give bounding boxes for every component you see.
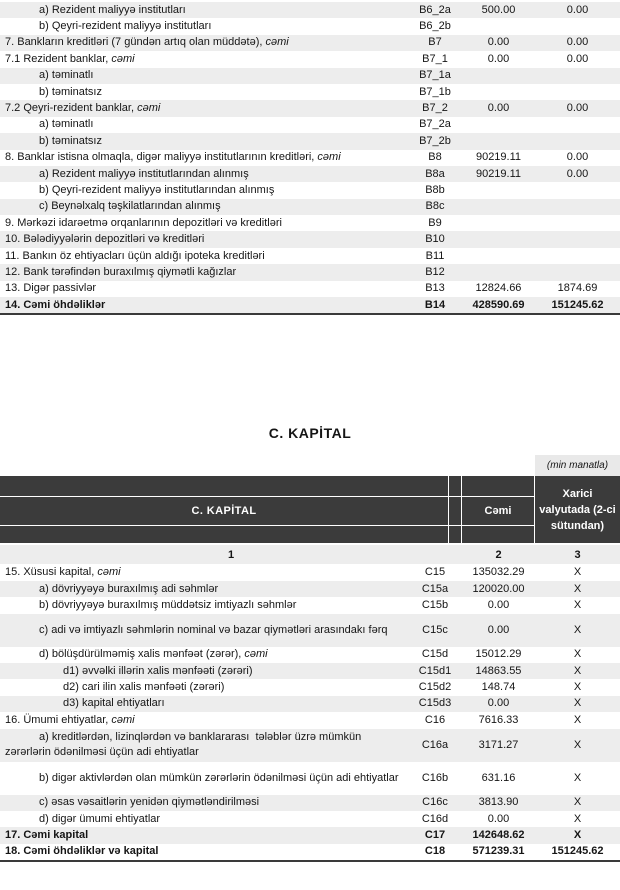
row-label <box>0 298 408 313</box>
row-total-value: 0.00 <box>487 623 510 636</box>
row-label <box>0 713 408 728</box>
table-row <box>0 827 620 843</box>
row-label <box>0 647 408 662</box>
row-label <box>0 696 408 711</box>
row-label-text: b) Qeyri-rezident maliyyə institutları <box>39 20 212 33</box>
row-label <box>0 101 408 116</box>
table-row <box>0 597 620 613</box>
row-total-value: 631.16 <box>481 771 516 784</box>
unit-note: (min manatla) <box>535 455 620 476</box>
row-fx-value: X <box>573 566 582 579</box>
row-code: C15d1 <box>418 664 452 677</box>
row-label-text: 13. Digər passivlər <box>5 282 97 295</box>
row-label-text: a) təminatlı <box>39 69 94 82</box>
row-label-text: 7. Bankların kreditləri (7 gündən artıq olan müddətə), <box>5 36 266 49</box>
table-row <box>0 150 620 166</box>
row-code: B8c <box>425 200 445 213</box>
table-row <box>0 182 620 198</box>
row-code: B7_1b <box>419 85 451 98</box>
row-label-text: d) digər ümumi ehtiyatlar <box>39 812 161 825</box>
table-row <box>0 84 620 100</box>
row-total-value: 428590.69 <box>472 298 525 311</box>
row-code: C15 <box>424 566 446 579</box>
row-label-text: c) əsas vəsaitlərin yenidən qiymətləndirilməsi <box>39 796 260 809</box>
row-fx-value: X <box>573 771 582 784</box>
row-code: C15a <box>421 582 449 595</box>
table-row <box>0 133 620 149</box>
table-row <box>0 795 620 811</box>
row-code: C15b <box>421 598 449 611</box>
row-label-italic-suffix: cəmi <box>244 648 268 661</box>
row-label-italic-suffix: cəmi <box>137 102 161 115</box>
row-fx-value: X <box>573 829 582 842</box>
row-label <box>0 844 408 859</box>
row-label-text: d2) cari ilin xalis mənfəəti (zərəri) <box>63 681 225 694</box>
row-code: B11 <box>425 249 445 262</box>
row-code: B7_2a <box>419 118 451 131</box>
table-row <box>0 844 620 860</box>
table-row <box>0 679 620 695</box>
liabilities-table <box>0 2 620 315</box>
row-total-value: 12824.66 <box>475 282 522 295</box>
row-label <box>0 183 408 198</box>
table-row <box>0 117 620 133</box>
row-label <box>0 582 408 597</box>
row-fx-value: X <box>573 582 582 595</box>
row-code: B7_2 <box>422 102 448 115</box>
row-fx-value: X <box>573 664 582 677</box>
index-col-3: 3 <box>574 548 581 561</box>
table-row <box>0 2 620 18</box>
row-fx-value: X <box>573 796 582 809</box>
row-label <box>0 3 408 18</box>
row-label-italic-suffix: cəmi <box>317 151 341 164</box>
row-label-text: d) bölüşdürülməmiş xalis mənfəət (zərər), <box>39 648 245 661</box>
row-label <box>0 85 408 100</box>
table-row <box>0 51 620 67</box>
row-label-text: b) digər aktivlərdən olan mümkün zərərlərin ödənilməsi üçün adi ehtiyatlar <box>39 771 399 784</box>
row-label-text: c) adi və imtiyazlı səhmlərin nominal və bazar qiymətləri arasındakı fərq <box>39 623 388 636</box>
row-fx-value: X <box>573 713 582 726</box>
row-total-value: 0.00 <box>487 102 510 115</box>
row-label-italic-suffix: cəmi <box>111 52 135 65</box>
row-label <box>0 35 408 50</box>
row-label <box>0 199 408 214</box>
row-code: B8a <box>425 167 445 180</box>
header-filler <box>449 476 461 496</box>
table-row <box>0 231 620 247</box>
table-row <box>0 762 620 795</box>
row-code: C15d2 <box>418 681 452 694</box>
row-label <box>0 680 408 695</box>
row-total-value: 15012.29 <box>475 648 522 661</box>
row-label <box>0 249 408 264</box>
row-fx-value: 151245.62 <box>551 845 604 858</box>
row-code: B9 <box>428 216 442 229</box>
row-label <box>0 117 408 132</box>
row-label-text: a) təminatlı <box>39 118 94 131</box>
table-row <box>0 35 620 51</box>
row-total-value: 3171.27 <box>478 738 519 751</box>
table-row <box>0 614 620 647</box>
row-label <box>0 134 408 149</box>
row-total-value: 0.00 <box>487 36 510 49</box>
row-label-text: 14. Cəmi öhdəliklər <box>5 298 106 311</box>
row-label-text: a) Rezident maliyyə institutlarından alınmış <box>39 167 249 180</box>
row-total-value: 7616.33 <box>478 713 519 726</box>
row-label-text: 17. Cəmi kapital <box>5 829 89 842</box>
row-fx-value: X <box>573 697 582 710</box>
table-row <box>0 248 620 264</box>
row-total-value: 0.00 <box>487 812 510 825</box>
table-row <box>0 18 620 34</box>
row-code: B12 <box>425 265 445 278</box>
table-row <box>0 647 620 663</box>
row-label-text: a) dövriyyəyə buraxılmış adi səhmlər <box>39 582 219 595</box>
row-code: C17 <box>424 829 446 842</box>
row-fx-value: 0.00 <box>566 151 589 164</box>
row-code: B8 <box>428 151 442 164</box>
table-row <box>0 663 620 679</box>
row-label-text: 15. Xüsusi kapital, <box>5 566 98 579</box>
row-code: B7_1a <box>419 69 451 82</box>
table-row <box>0 729 620 762</box>
table-row <box>0 811 620 827</box>
row-label-text: c) Beynəlxalq təşkilatlarından alınmış <box>39 200 221 213</box>
row-label-italic-suffix: cəmi <box>265 36 289 49</box>
row-label-text: d1) əvvəlki illərin xalis mənfəəti (zərəri) <box>63 664 253 677</box>
row-label-text: 8. Banklar istisna olmaqla, digər maliyyə institutlarının kreditləri, <box>5 151 318 164</box>
row-label <box>0 730 408 760</box>
row-label <box>0 19 408 34</box>
report-page <box>0 2 620 890</box>
row-label <box>0 216 408 231</box>
row-label-text: 11. Bankın öz ehtiyacları üçün aldığı ipoteka kreditləri <box>5 249 265 262</box>
capital-section-title: C. KAPİTAL <box>268 425 352 442</box>
index-col-1: 1 <box>227 548 235 561</box>
row-fx-value: X <box>573 812 582 825</box>
table-row <box>0 215 620 231</box>
row-code: C16 <box>424 713 446 726</box>
row-code: C16b <box>421 771 449 784</box>
row-fx-value: 0.00 <box>566 102 589 115</box>
unit-note-row <box>0 455 620 476</box>
row-fx-value: 0.00 <box>566 167 589 180</box>
row-label <box>0 565 408 580</box>
row-label <box>0 281 408 296</box>
header-filler <box>462 526 534 543</box>
header-filler <box>0 476 448 496</box>
row-code: B7_2b <box>419 134 451 147</box>
row-code: B6_2b <box>419 20 451 33</box>
row-fx-value: X <box>573 623 582 636</box>
row-code: C16d <box>421 812 449 825</box>
row-total-value: 148.74 <box>481 681 516 694</box>
header-filler <box>462 476 534 496</box>
row-label <box>0 68 408 83</box>
row-label <box>0 828 408 843</box>
table-row <box>0 166 620 182</box>
row-code: B10 <box>425 233 445 246</box>
row-code: B8b <box>425 183 445 196</box>
row-label-text: 18. Cəmi öhdəliklər və kapital <box>5 845 159 858</box>
table-row <box>0 712 620 728</box>
row-fx-value: 151245.62 <box>551 298 604 311</box>
row-total-value: 0.00 <box>487 697 510 710</box>
row-fx-value: X <box>573 738 582 751</box>
row-label-text: a) Rezident maliyyə institutları <box>39 3 186 16</box>
row-fx-value: X <box>573 648 582 661</box>
row-label-italic-suffix: cəmi <box>97 566 121 579</box>
header-filler <box>449 497 461 525</box>
row-fx-value: X <box>573 598 582 611</box>
row-label-text: 9. Mərkəzi idarəetmə orqanlarının depozitləri və kreditləri <box>5 216 282 229</box>
row-label <box>0 265 408 280</box>
row-code: B7_1 <box>422 52 448 65</box>
row-code: C15c <box>422 623 448 636</box>
row-label <box>0 52 408 67</box>
row-code: C16c <box>422 796 448 809</box>
row-label-italic-suffix: cəmi <box>111 713 135 726</box>
row-total-value: 0.00 <box>487 598 510 611</box>
row-code: B13 <box>425 282 445 295</box>
row-label <box>0 812 408 827</box>
row-label <box>0 150 408 165</box>
row-label-text: 10. Bələdiyyələrin depozitləri və kreditləri <box>5 233 205 246</box>
table-row <box>0 297 620 313</box>
row-label-text: a) kreditlərdən, lizinqlərdən və banklararası tələblər üzrə mümkün zərərlərin ödənilməsi üçün adi ehtiyatlar <box>5 731 365 759</box>
row-total-value: 0.00 <box>487 52 510 65</box>
row-fx-value: 0.00 <box>566 3 589 16</box>
row-code: B14 <box>424 298 446 311</box>
row-total-value: 142648.62 <box>472 829 525 842</box>
table-row <box>0 581 620 597</box>
row-fx-value: 0.00 <box>566 36 589 49</box>
row-total-value: 3813.90 <box>478 796 519 809</box>
row-total-value: 500.00 <box>481 3 516 16</box>
row-label-text: 12. Bank tərəfindən buraxılmış qiymətli kağızlar <box>5 265 237 278</box>
row-label <box>0 771 408 786</box>
row-total-value: 135032.29 <box>472 566 525 579</box>
header-total-cell: Cəmi <box>462 497 534 525</box>
table-row <box>0 696 620 712</box>
row-code: C15d <box>421 648 449 661</box>
header-title-cell: C. KAPİTAL <box>0 497 448 525</box>
row-label <box>0 795 408 810</box>
row-label-text: 7.2 Qeyri-rezident banklar, <box>5 102 138 115</box>
index-col-2: 2 <box>495 548 502 561</box>
row-label <box>0 232 408 247</box>
table-row <box>0 564 620 580</box>
row-total-value: 90219.11 <box>475 167 522 180</box>
header-filler <box>0 526 448 543</box>
row-label <box>0 598 408 613</box>
row-total-value: 90219.11 <box>475 151 522 164</box>
row-code: C16a <box>421 738 449 751</box>
row-code: C15d3 <box>418 697 452 710</box>
table-row <box>0 264 620 280</box>
capital-table <box>0 564 620 862</box>
row-fx-value: 0.00 <box>566 52 589 65</box>
row-label-text: 7.1 Rezident banklar, <box>5 52 112 65</box>
row-total-value: 120020.00 <box>472 582 525 595</box>
table-row <box>0 68 620 84</box>
row-label <box>0 664 408 679</box>
row-code: B6_2a <box>419 3 451 16</box>
table-row <box>0 100 620 116</box>
row-label-text: d3) kapital ehtiyatları <box>63 697 165 710</box>
row-code: B7 <box>428 36 442 49</box>
column-index-row <box>0 545 620 564</box>
row-label-text: b) dövriyyəyə buraxılmış müddətsiz imtiyazlı səhmlər <box>39 598 297 611</box>
capital-table-header <box>0 476 620 543</box>
table-row <box>0 281 620 297</box>
row-fx-value: 1874.69 <box>557 282 598 295</box>
table-row <box>0 199 620 215</box>
row-label-text: b) Qeyri-rezident maliyyə institutlarından alınmış <box>39 183 275 196</box>
row-label-text: b) təminatsız <box>39 85 102 98</box>
row-total-value: 14863.55 <box>475 664 522 677</box>
row-total-value: 571239.31 <box>472 845 525 858</box>
header-filler <box>449 526 461 543</box>
row-label <box>0 623 408 638</box>
row-code: C18 <box>424 845 446 858</box>
header-fx-cell: Xarici valyutada (2-ci sütundan) <box>535 476 620 543</box>
row-label-text: b) təminatsız <box>39 134 102 147</box>
row-fx-value: X <box>573 681 582 694</box>
row-label-text: 16. Ümumi ehtiyatlar, <box>5 713 112 726</box>
row-label <box>0 167 408 182</box>
